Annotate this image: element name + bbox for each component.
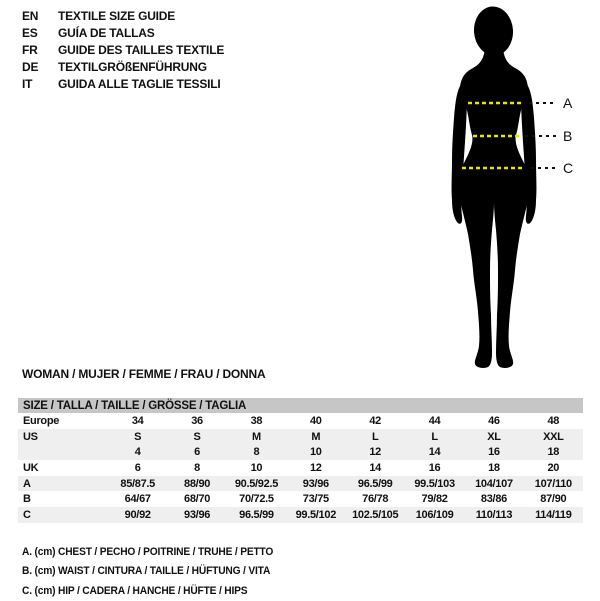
table-cell: 87/90 xyxy=(540,493,567,506)
table-cell: 12 xyxy=(309,461,322,474)
table-cell: L xyxy=(371,430,379,443)
table-cell: 114/119 xyxy=(535,508,572,521)
table-cell: 90/92 xyxy=(124,508,151,521)
table-cell: 20 xyxy=(547,461,560,474)
table-cell: 18 xyxy=(547,446,560,459)
table-cell: 93/96 xyxy=(302,477,329,490)
row-label: UK xyxy=(23,461,39,474)
table-cell: 76/78 xyxy=(362,493,389,506)
size-table-header: SIZE / TALLA / TAILLE / GRÖSSE / TAGLIA xyxy=(18,398,583,413)
row-label: C xyxy=(23,508,31,521)
legend-text: B. (cm) WAIST / CINTURA / TAILLE / HÜFTUNG / VITA xyxy=(22,565,271,578)
size-table-body xyxy=(18,413,583,523)
table-cell: 8 xyxy=(253,446,260,459)
table-row-uk xyxy=(18,460,583,476)
table-cell: 46 xyxy=(488,414,500,427)
row-label: B xyxy=(23,493,31,506)
table-cell: 18 xyxy=(488,461,500,474)
language-row-es xyxy=(22,24,224,41)
measure-label-c: C xyxy=(563,160,574,176)
woman-silhouette-icon xyxy=(400,0,600,380)
table-row-europe xyxy=(18,413,583,429)
row-label: Europe xyxy=(23,414,60,427)
table-cell: 16 xyxy=(488,446,500,459)
table-cell: 96.5/99 xyxy=(239,508,274,521)
table-cell: 42 xyxy=(369,414,381,427)
table-cell: 6 xyxy=(134,461,141,474)
language-row-it xyxy=(22,75,224,92)
language-title-list xyxy=(22,7,224,92)
table-cell: 93/96 xyxy=(184,508,211,521)
legend-item-hip xyxy=(22,581,292,601)
table-cell: 48 xyxy=(547,414,560,427)
table-cell: 12 xyxy=(369,446,381,459)
table-row-us-numbers xyxy=(18,444,583,460)
language-title: TEXTILGRÖßENFÜHRUNG xyxy=(58,59,207,74)
table-cell: 73/75 xyxy=(302,493,329,506)
table-cell: XL xyxy=(487,430,501,443)
table-cell: 85/87.5 xyxy=(120,477,155,490)
legend-item-waist xyxy=(22,562,292,582)
body-measurement-diagram xyxy=(400,0,600,380)
measure-label-a: A xyxy=(563,95,573,111)
table-cell: 14 xyxy=(428,446,441,459)
language-title: GUIDA ALLE TAGLIE TESSILI xyxy=(58,76,221,91)
table-cell: S xyxy=(193,430,201,443)
table-cell: XXL xyxy=(543,430,564,443)
table-cell: 14 xyxy=(369,461,381,474)
table-cell: 104/107 xyxy=(475,477,513,490)
table-cell: L xyxy=(431,430,438,443)
language-row-en xyxy=(22,7,224,24)
table-cell: 99.5/102 xyxy=(295,508,337,521)
table-cell: M xyxy=(311,430,321,443)
section-title: WOMAN / MUJER / FEMME / FRAU / DONNA xyxy=(22,367,266,381)
table-row-hip xyxy=(18,507,583,523)
language-code: IT xyxy=(22,76,33,91)
table-cell: 88/90 xyxy=(184,477,211,490)
table-cell: 79/82 xyxy=(421,493,448,506)
table-cell: 16 xyxy=(428,461,441,474)
table-cell: 96.5/99 xyxy=(357,477,393,490)
table-cell: M xyxy=(252,430,261,443)
table-row-us-letters xyxy=(18,429,583,445)
table-cell: 44 xyxy=(428,414,441,427)
language-row-de xyxy=(22,58,224,75)
table-cell: 70/72.5 xyxy=(239,493,274,506)
legend-text: A. (cm) CHEST / PECHO / POITRINE / TRUHE / PETTO xyxy=(22,545,274,558)
language-title: TEXTILE SIZE GUIDE xyxy=(58,8,176,23)
table-cell: 10 xyxy=(250,461,263,474)
language-code: ES xyxy=(22,25,38,40)
measure-label-b: B xyxy=(563,128,573,144)
table-cell: 8 xyxy=(194,461,200,474)
row-label: A xyxy=(23,477,31,490)
row-label: US xyxy=(23,430,38,443)
table-cell: 34 xyxy=(131,414,144,427)
table-cell: 102.5/105 xyxy=(352,508,399,521)
table-cell: 36 xyxy=(191,414,203,427)
table-cell: 10 xyxy=(309,446,322,459)
size-table xyxy=(18,398,583,523)
table-cell: 83/86 xyxy=(480,493,507,506)
table-cell: 110/113 xyxy=(475,508,513,521)
table-cell: 6 xyxy=(194,446,200,459)
table-cell: 107/110 xyxy=(534,477,572,490)
language-title: GUIDE DES TAILLES TEXTILE xyxy=(58,42,225,57)
language-code: EN xyxy=(22,8,39,23)
table-cell: 64/67 xyxy=(124,493,151,506)
table-row-waist xyxy=(18,491,583,507)
table-cell: 40 xyxy=(309,414,322,427)
table-cell: 99.5/103 xyxy=(414,477,455,490)
measurement-legend xyxy=(22,542,292,601)
language-row-fr xyxy=(22,41,224,58)
table-row-chest xyxy=(18,476,583,492)
language-code: DE xyxy=(22,59,39,74)
table-cell: 38 xyxy=(250,414,263,427)
language-title: GUÍA DE TALLAS xyxy=(58,25,155,40)
table-cell: 90.5/92.5 xyxy=(234,477,279,490)
language-code: FR xyxy=(22,42,38,57)
legend-text: C. (cm) HIP / CADERA / HANCHE / HÜFTE / HIPS xyxy=(22,584,248,597)
table-cell: 68/70 xyxy=(184,493,211,506)
legend-item-chest xyxy=(22,542,292,562)
table-cell: 4 xyxy=(134,446,141,459)
table-cell: 106/109 xyxy=(415,508,454,521)
table-cell: S xyxy=(134,430,142,443)
